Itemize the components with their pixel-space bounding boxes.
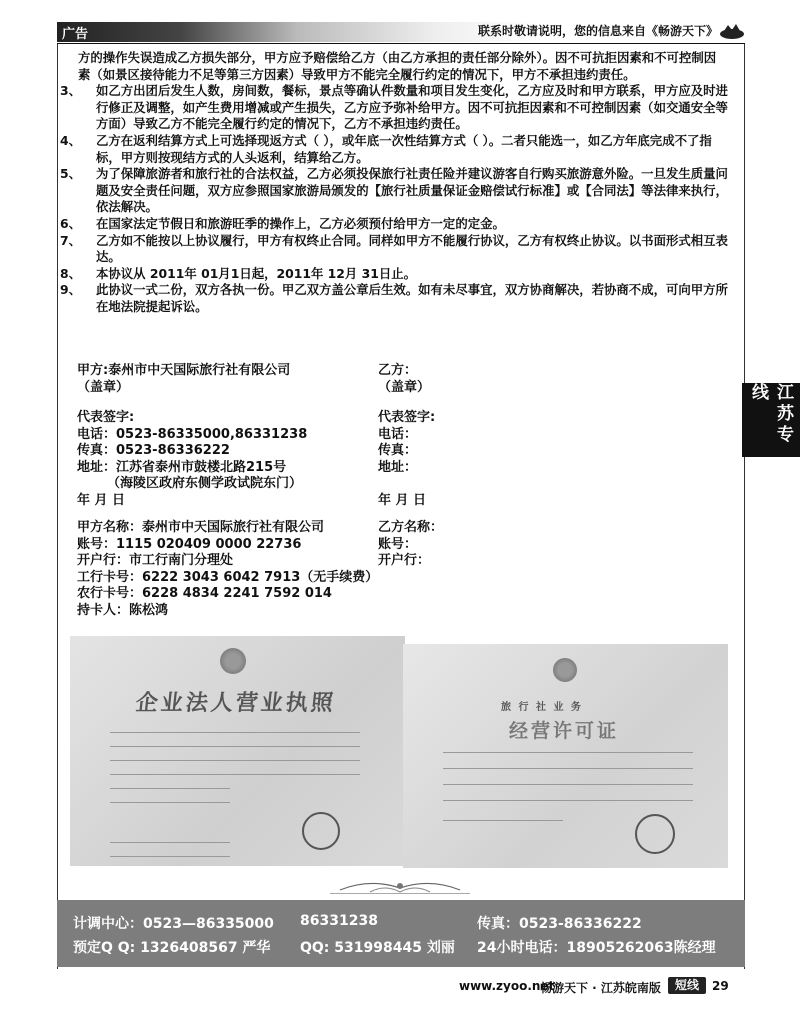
license-line (110, 856, 230, 857)
party-a-date: 年 月 日 (77, 492, 126, 508)
bank-b-name: 乙方名称： (378, 520, 444, 535)
contact-hotline: 24小时电话：18905262063陈经理 (477, 940, 716, 956)
party-b-date: 年 月 日 (378, 492, 427, 508)
party-a-address-detail: （海陵区政府东侧学政试院东门） (107, 476, 303, 491)
official-seal-icon (302, 812, 340, 850)
footer-section-badge: 短线 (668, 977, 706, 994)
clause-9: 9、 此协议一式二份，双方各执一份。甲乙双方盖公章后生效。如有未尽事宜，双方协商解决，若协商不成，可向甲方所在地法院提起诉讼。 (60, 282, 728, 314)
party-a-fax: 传真：0523-86336222 (77, 443, 230, 458)
footer-website: www.zyoo.net (459, 979, 555, 993)
contact-center: 计调中心：0523—86335000 (73, 916, 274, 932)
clause-8: 8、 本协议从 2011年 01月1日起，2011年 12月 31日止。 (60, 265, 417, 281)
bank-b-bank: 开户行： (378, 553, 431, 568)
clause-4: 4、 乙方在返利结算方式上可选择现返方式（ ），或年底一次性结算方式（ ）。二者只能选一，如乙方年底完成不了指标，甲方则按现结方式的人头返利，结算给乙方。 (60, 132, 712, 165)
frame-right-rule (744, 44, 745, 969)
clause-3: 3、 如乙方出团后发生人数，房间数，餐标，景点等确认件数量和项目发生变化，乙方应及时和甲方联系，甲方应及时进行修正及调整，如产生费用增减或产生损失，乙方应予弥补给甲方。因不可抗拒因素和不可控制因素（如交通安全等方面）导致乙方不能完全履行约定的情况下，乙方不承担违约责任。 (60, 83, 728, 132)
bank-a-icbc-card: 工行卡号：6222 3043 6042 7913（无手续费） (77, 569, 379, 585)
license-line (110, 732, 360, 733)
bank-a-name: 甲方名称：泰州市中天国际旅行社有限公司 (77, 520, 325, 535)
clause-continued: 方的操作失误造成乙方损失部分，甲方应予赔偿给乙方（由乙方承担的责任部分除外）。因不可抗拒因素和不可控制因素（如景区接待能力不足等第三方因素）导致甲方不能完全履行约定的情况下，甲方不承担违约责任。 (78, 50, 717, 82)
party-b-rep: 代表签字: (378, 410, 436, 425)
contract-clauses (60, 50, 728, 316)
license-line (110, 746, 360, 747)
party-a-name: 甲方:泰州市中天国际旅行社有限公司 (77, 363, 291, 378)
national-emblem-icon (220, 648, 246, 674)
travel-permit-heading: 旅 行 社 业 务 (501, 702, 583, 713)
party-b-name: 乙方： (378, 363, 418, 378)
bank-a-abc-card: 农行卡号：6228 4834 2241 7592 014 (77, 586, 332, 601)
page-number: 29 (712, 979, 729, 993)
permit-line (443, 820, 563, 821)
contact-fax: 传真：0523-86336222 (477, 916, 642, 932)
business-license-photo (70, 636, 405, 866)
permit-line (443, 768, 693, 769)
party-b-address: 地址： (378, 459, 418, 475)
license-line (110, 788, 230, 789)
header-rule (57, 43, 745, 44)
decorative-ornament-icon (330, 876, 470, 896)
party-b-fax: 传真： (378, 443, 418, 458)
permit-line (443, 752, 693, 753)
footer-edition: 畅游天下 · 江苏皖南版 (540, 981, 661, 995)
bank-b-block (378, 520, 443, 570)
clause-7: 7、 乙方如不能按以上协议履行，甲方有权终止合同。同样如甲方不能履行协议，乙方有权终止协议。以书面形式相互表达。 (60, 232, 728, 265)
party-a-rep: 代表签字: (77, 410, 135, 425)
national-emblem-icon (553, 658, 577, 682)
travel-permit-title: 经营许可证 (509, 720, 620, 742)
clause-6: 6、 在国家法定节假日和旅游旺季的操作上，乙方必须预付给甲方一定的定金。 (60, 215, 505, 231)
bank-b-account: 账号： (378, 536, 418, 552)
bank-a-block (77, 520, 378, 619)
license-line (110, 760, 360, 761)
contact-center-alt: 86331238 (300, 913, 378, 929)
side-tab-jiangsu: 江苏专线 (742, 383, 800, 457)
magazine-logo-icon (718, 23, 746, 40)
permit-line (443, 784, 693, 785)
business-license-title: 企业法人营业执照 (134, 691, 338, 716)
clause-5: 5、 为了保障旅游者和旅行社的合法权益，乙方必须投保旅行社责任险并建议游客自行购买旅游意外险。一旦发生质量问题及安全责任问题，双方应参照国家旅游局颁发的【旅行社质量保证金赔偿试行标准】或【合同法】等法律来执行，依法解决。 (60, 166, 728, 215)
bank-a-holder: 持卡人：陈松鸿 (77, 602, 169, 618)
party-b-phone: 电话： (378, 426, 418, 442)
party-b-seal: （盖章） (378, 379, 431, 395)
license-line (110, 842, 230, 843)
bank-a-bank: 开户行：市工行南门分理处 (77, 553, 234, 568)
license-photos (60, 634, 741, 870)
header-tag: 广告 (62, 27, 89, 42)
contact-qq-liuli: QQ: 531998445 刘丽 (300, 940, 455, 956)
party-a-seal: （盖章） (77, 379, 130, 395)
license-line (110, 802, 230, 803)
party-a-address: 地址：江苏省泰州市鼓楼北路215号 (77, 459, 287, 475)
license-line (110, 774, 360, 775)
party-a-block (77, 363, 307, 509)
frame-left-rule (57, 44, 58, 969)
bank-a-account: 账号：1115 020409 0000 22736 (77, 536, 302, 552)
contact-bar (57, 900, 745, 967)
party-a-phone: 电话：0523-86335000,86331238 (77, 426, 308, 442)
header-slogan: 联系时敬请说明，您的信息来自《畅游天下》 (478, 24, 719, 38)
permit-line (443, 800, 693, 801)
official-seal-icon (635, 814, 675, 854)
party-b-block (378, 363, 435, 509)
contact-qq-yanhua: 预定Q Q: 1326408567 严华 (73, 940, 271, 956)
travel-permit-photo (403, 644, 728, 868)
